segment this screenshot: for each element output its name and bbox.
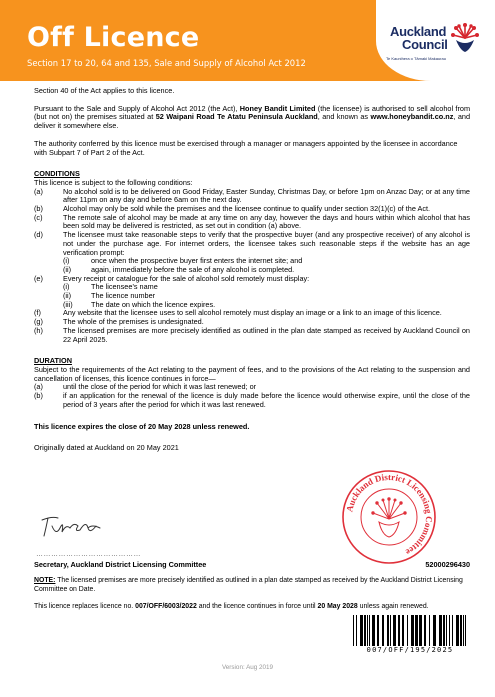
- auckland-council-logo: [386, 22, 486, 72]
- sub-text: once when the prospective buyer first enters the internet site; and: [91, 256, 303, 266]
- note-label: NOTE:: [34, 577, 56, 584]
- logo-tagline: Te Kaunihera o Tāmaki Makaurau: [386, 56, 446, 61]
- section-applies: Section 40 of the Act applies to this licence.: [34, 86, 175, 95]
- barcode-bar: [415, 615, 418, 646]
- signature-icon: [34, 506, 114, 546]
- condition-label: (e): [34, 273, 43, 283]
- condition-item: [34, 231, 470, 275]
- condition-label: (h): [34, 325, 43, 335]
- barcode-bar: [424, 615, 426, 646]
- sub-text: The licence number: [91, 291, 156, 301]
- barcode-bar: [419, 615, 422, 646]
- replace-text-b: and the licence continues in force until: [196, 603, 318, 610]
- stamp-text: Auckland District Licensing Committee: [344, 471, 435, 558]
- signature-line: ……………………………………: [36, 551, 141, 558]
- duration-label: (a): [34, 382, 43, 392]
- barcode-bar: [433, 615, 436, 646]
- licence-barcode: [353, 615, 467, 646]
- note-text: The licensed premises are more precisely identified as outlined in a plan date stamped as received by the Auckland District Licensing Committee on Date.: [34, 577, 463, 593]
- barcode-bar: [465, 615, 466, 646]
- intro-paragraph: [34, 105, 470, 131]
- intro-text-c: , and known as: [317, 112, 371, 122]
- barcode-bar: [360, 615, 363, 646]
- signatory-title: Secretary, Auckland District Licensing Committee: [34, 560, 207, 569]
- condition-text: Any website that the licensee uses to sell alcohol remotely must display an image or a link to an image of this licence.: [63, 308, 442, 318]
- condition-item: [34, 214, 470, 231]
- pohutukawa-flower-icon: [450, 22, 480, 54]
- barcode-bar: [429, 615, 430, 646]
- reference-number: 52000296430: [425, 560, 470, 569]
- barcode-bar: [367, 615, 368, 646]
- sub-label: (iii): [63, 299, 73, 309]
- note-paragraph: [34, 577, 470, 594]
- barcode-bar: [387, 615, 389, 646]
- duration-item: [34, 392, 470, 409]
- condition-text: Every receipt or catalogue for the sale of alcohol sold remotely must display:: [63, 273, 310, 283]
- barcode-bar: [443, 615, 445, 646]
- sub-text: The date on which the licence expires.: [91, 299, 216, 309]
- sub-label: (ii): [63, 291, 72, 301]
- document-title: Off Licence: [27, 22, 200, 53]
- premises-address: 52 Waipani Road Te Atatu Peninsula Auckland: [155, 112, 318, 122]
- condition-label: (b): [34, 204, 43, 214]
- barcode-bar: [390, 615, 391, 646]
- licensee-name: Honey Bandit Limited: [239, 103, 316, 113]
- condition-text: Alcohol may only be sold while the premises and the licensee continue to qualify under section 32(1)(c) of the Act.: [63, 204, 431, 214]
- header-banner: [0, 0, 495, 81]
- condition-text: The licensed premises are more precisely identified as outlined in the plan date stamped as received by Auckland Council on 22 April 2025.: [63, 325, 470, 344]
- original-date: Originally dated at Auckland on 20 May 2021: [34, 443, 179, 453]
- authority-paragraph: The authority conferred by this licence must be exercised through a manager or managers appointed by the licensee in accordance with Subpart 7 of Part 2 of the Act.: [34, 138, 458, 157]
- barcode-bar: [439, 615, 442, 646]
- barcode-text: 007/OFF/195/2025: [366, 646, 454, 654]
- barcode-bar: [456, 615, 459, 646]
- condition-label: (f): [34, 308, 41, 318]
- barcode-bar: [369, 615, 370, 646]
- barcode-bar: [356, 615, 357, 646]
- barcode-bar: [411, 615, 414, 646]
- version-footer: Version: Aug 2019: [221, 664, 274, 671]
- intro-text-b: (the licensee) is authorised to sell alcohol from (but not on) the premises situated at: [34, 103, 471, 122]
- barcode-bar: [353, 615, 354, 646]
- intro-text-a: Pursuant to the Sale and Supply of Alcohol Act 2012 (the Act),: [34, 103, 240, 113]
- replace-text-a: This licence replaces licence no.: [34, 603, 136, 610]
- condition-label: (g): [34, 317, 43, 327]
- condition-text: No alcohol sold is to be delivered on Good Friday, Easter Sunday, Christmas Day, or before 1pm on Anzac Day; or at any time after 11pm on any day and before 6am on the next day.: [63, 186, 470, 205]
- replaces-paragraph: [34, 603, 474, 610]
- intro-text-d: , and deliver it somewhere else.: [34, 112, 470, 131]
- barcode-bar: [446, 615, 447, 646]
- sub-label: (i): [63, 256, 70, 266]
- expiry-statement: This licence expires the close of 20 May 2028 unless renewed.: [34, 421, 250, 431]
- barcode-bar: [452, 615, 453, 646]
- licensing-committee-stamp: [339, 467, 439, 567]
- barcode-bar: [372, 615, 375, 646]
- replace-text-c: unless again renewed.: [357, 603, 429, 610]
- condition-item: [34, 327, 470, 344]
- sub-text: The licensee’s name: [91, 282, 158, 292]
- conditions-lead: This licence is subject to the following conditions:: [34, 177, 193, 187]
- barcode-bar: [393, 615, 396, 646]
- logo-word-auckland: Auckland: [390, 24, 447, 39]
- barcode-bar: [398, 615, 400, 646]
- barcode-bar: [463, 615, 464, 646]
- barcode-bar: [402, 615, 404, 646]
- duration-heading: DURATION: [34, 356, 72, 366]
- previous-licence-number: 007/OFF/6003/2022: [135, 603, 197, 610]
- condition-text: The remote sale of alcohol may be made at any time on any day, however the days and hours within which alcohol that has been sold may be delivered is restricted, as set out in condition (a) above.: [63, 212, 470, 231]
- barcode-bar: [364, 615, 366, 646]
- website-name: www.honeybandit.co.nz: [370, 112, 454, 122]
- condition-item: [34, 275, 470, 310]
- condition-label: (a): [34, 186, 43, 196]
- barcode-bar: [382, 615, 384, 646]
- sub-label: (ii): [63, 264, 72, 274]
- logo-word-council: Council: [402, 37, 448, 52]
- condition-text: The whole of the premises is undesignated.: [63, 317, 204, 327]
- duration-text: until the close of the period for which it was last renewed; or: [63, 382, 257, 392]
- sub-label: (i): [63, 282, 70, 292]
- condition-label: (d): [34, 230, 43, 240]
- condition-item: [34, 188, 470, 205]
- duration-label: (b): [34, 391, 43, 401]
- conditions-heading: CONDITIONS: [34, 169, 80, 179]
- sub-text: again, immediately before the sale of any alcohol is completed.: [91, 264, 295, 274]
- barcode-bar: [460, 615, 462, 646]
- duration-lead: Subject to the requirements of the Act relating to the payment of fees, and to the provisions of the Act relating to the suspension and cancellation of licenses, this licence continues in force—: [34, 364, 470, 383]
- document-subtitle: Section 17 to 20, 64 and 135, Sale and Supply of Alcohol Act 2012: [27, 58, 306, 68]
- condition-text: The licensee must take reasonable steps to verify that the prospective buyer (and any prospective receiver) of any alcohol is not under the purchase age. For internet orders, the licensee takes such reasonable steps if the website has an age verification prompt:: [63, 230, 470, 257]
- continues-until-date: 20 May 2028: [317, 603, 358, 610]
- condition-label: (c): [34, 212, 43, 222]
- duration-text: if an application for the renewal of the licence is duly made before the licence would otherwise expire, until the close of the period of 3 years after the period for which it was last renewed.: [63, 391, 470, 409]
- barcode-bar: [377, 615, 379, 646]
- barcode-bar: [449, 615, 450, 646]
- barcode-bar: [407, 615, 408, 646]
- licence-body: [34, 87, 470, 453]
